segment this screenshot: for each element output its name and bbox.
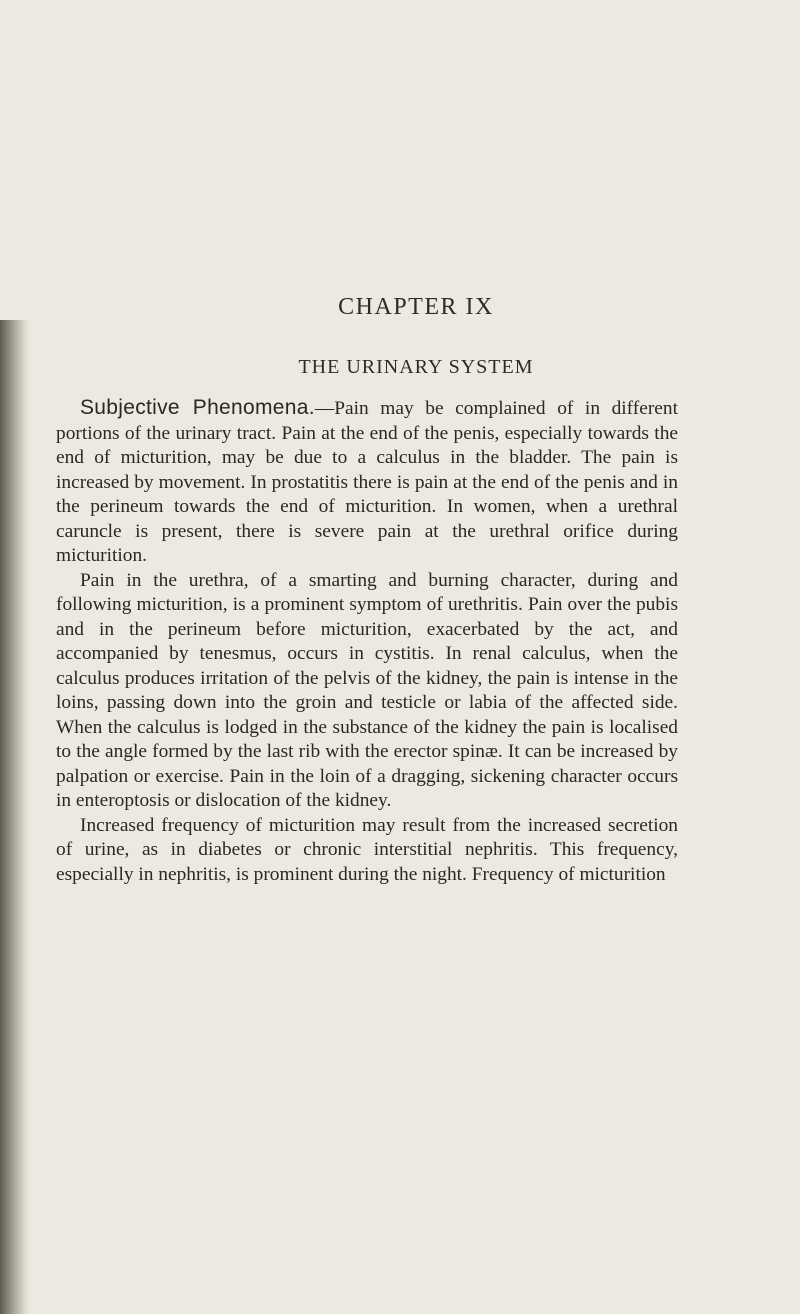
book-page <box>32 0 800 1314</box>
section-title: THE URINARY SYSTEM <box>298 356 534 378</box>
chapter-heading: CHAPTER IX <box>338 294 494 320</box>
book-gutter-shadow <box>0 320 30 1314</box>
paragraph-urethral-pain: Pain in the urethra, of a smarting and burning character, during and following micturition, is a prominent symptom of urethritis. Pain over the pubis and in the perineum before micturition, exacerbated by the act, and accompanied by tenesmus, occurs in cystitis. In renal calculus, when the calculus produces irritation of the pelvis of the kidney, the pain is intense in the loins, passing down into the groin and testicle or labia of the affected side. When the calculus is lodged in the substance of the kidney the pain is localised to the angle formed by the last rib with the erector spinæ. It can be increased by palpation or exercise. Pain in the loin of a dragging, sickening character occurs in enteroptosis or dislocation of the kidney. <box>56 569 678 811</box>
paragraph-subjective-phenomena <box>56 396 678 569</box>
paragraph-frequency: Increased frequency of micturition may result from the increased secretion of urine, as in diabetes or chronic interstitial nephritis. This frequency, especially in nephritis, is prominent during the night. Frequency of micturition <box>56 814 678 885</box>
paragraph-text: —Pain may be complained of in different portions of the urinary tract. Pain at the end of the penis, especially towards the end of micturition, may be due to a calculus in the bladder. The pain is increased by movement. In prostatitis there is pain at the end of the penis and in the perineum towards the end of micturition. In women, when a urethral caruncle is present, there is severe pain at the urethral orifice during micturition. <box>56 398 678 566</box>
run-in-heading: Subjective Phenomena. <box>80 396 315 419</box>
body-text <box>56 396 678 887</box>
